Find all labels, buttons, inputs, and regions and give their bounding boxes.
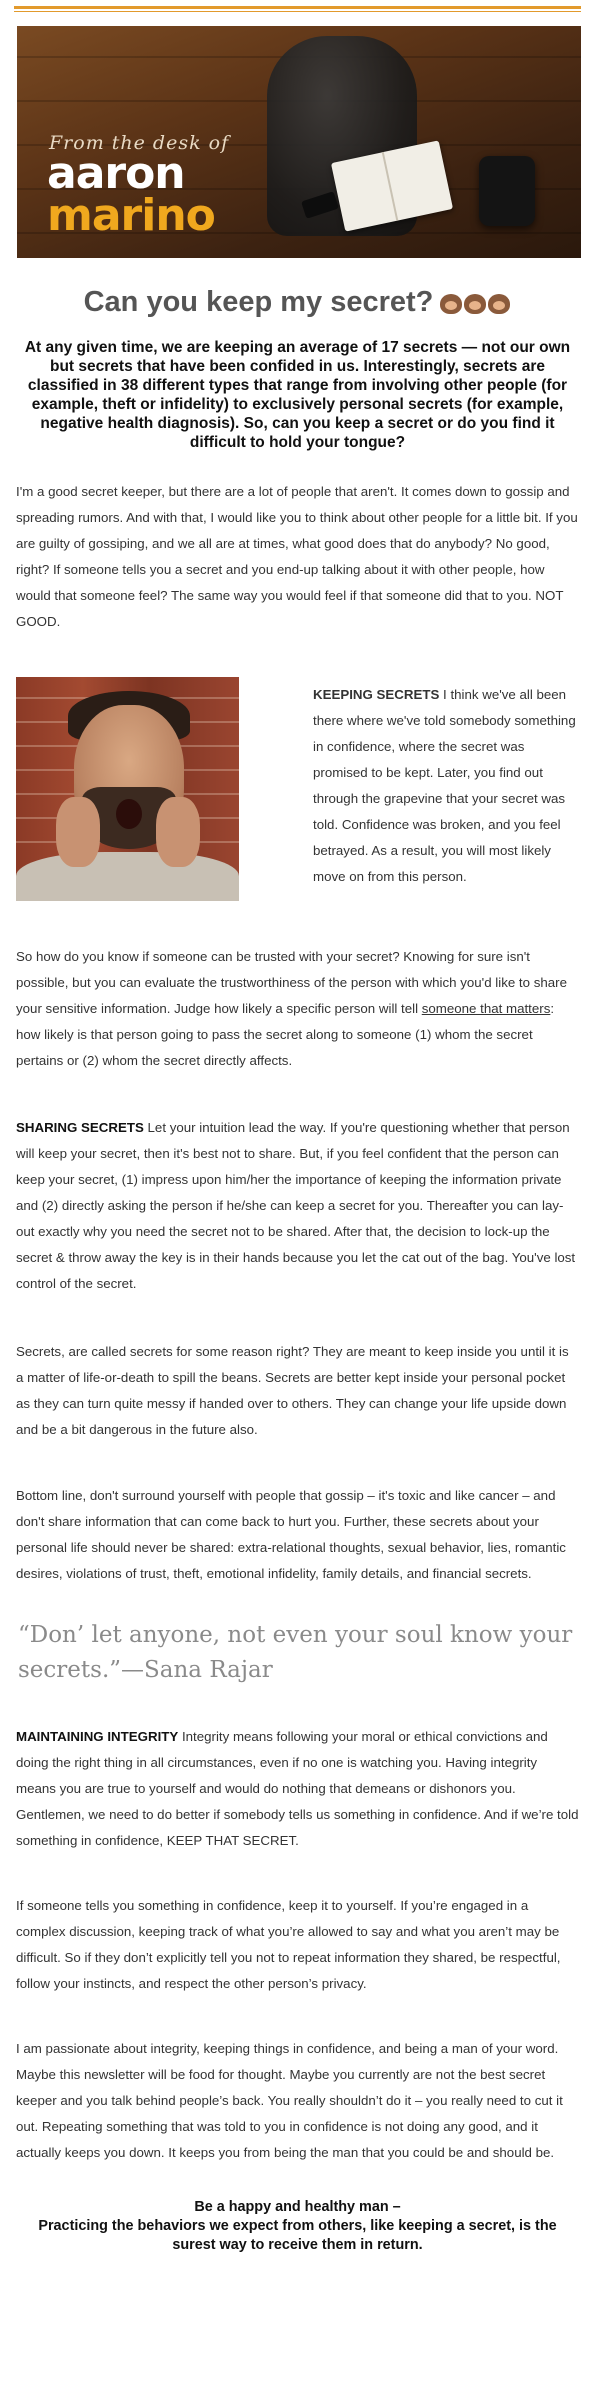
paragraph-intro: I'm a good secret keeper, but there are a lot of people that aren't. It comes down to gossip and spreading rumors. And with that, I would like you to think about other people for a little bit. If you are guilty of gossiping, and we all are at times, what good does that do anybody? No good, right? If someone tells you a secret and you end-up talking about it with other people, how would that someone feel? The same way you would feel if that someone did that to you. NOT GOOD.: [16, 483, 578, 629]
closing-line-2: Practicing the behaviors we expect from others, like keeping a secret, is the surest way to receive them in return.: [38, 2217, 557, 2253]
top-divider: [14, 6, 581, 9]
heading-sharing-secrets: SHARING SECRETS: [16, 1119, 144, 1135]
trust-text-before: So how do you know if someone can be trusted with your secret? Knowing for sure isn't possible, but you can evaluate the trustworthiness of the person with which you'd like to share your sensitive information. Judge how likely a specific person will tell: [16, 948, 567, 1016]
camera-image: [479, 156, 535, 226]
closing-message: [16, 2198, 579, 2255]
heading-keeping-secrets: KEEPING SECRETS: [313, 686, 440, 702]
integrity-body: Integrity means following your moral or ethical convictions and doing the right thing in all circumstances, even if no one is watching you. Having integrity means you are true to yourself and would do nothing that demeans or dishonors you. Gentlemen, we need to do better if somebody tells us something in confidence. And if we’re told something in confidence, KEEP THAT SECRET.: [16, 1728, 579, 1848]
top-divider-thin: [14, 11, 581, 12]
paragraph-bottom-line: Bottom line, don't surround yourself with people that gossip – it's toxic and like cancer – and don't share information that can come back to hurt you. Further, these secrets about your personal life should never be shared: extra-relational thoughts, sexual behavior, lies, romantic desires, violations of trust, theft, emotional infidelity, family details, and financial secrets.: [16, 1487, 566, 1581]
someone-that-matters-link[interactable]: someone that matters: [421, 1000, 551, 1016]
paragraph-trust: [16, 944, 579, 1074]
paragraph-confidence: If someone tells you something in confidence, keep it to yourself. If you’re engaged in a complex discussion, keeping track of what you’re allowed to say and what you aren’t may be difficult. So if they don’t explicitly tell you not to repeat information they shared, be respectful, follow your instincts, and respect the other person’s privacy.: [16, 1897, 561, 1991]
sharing-secrets-body: Let your intuition lead the way. If you're questioning whether that person will keep your secret, then it's best not to share. But, if you feel confident that the person can keep your secret, (1) impress upon him/her the importance of keeping the information private and (2) directly asking the person if he/she can keep a secret for you. Thereafter you can lay-out exactly why you need the secret not to be shared. After that, the decision to lock-up the secret & throw away the key is in their hands because you let the cat out of the bag. You've lost control of the secret.: [16, 1119, 576, 1291]
header-name-last: marino: [47, 190, 215, 241]
see-no-evil-monkey-icon: [440, 294, 462, 314]
shocked-man-photo: [16, 677, 239, 901]
lead-paragraph: At any given time, we are keeping an average of 17 secrets — not our own but secrets that have been confided in us. Interestingly, secrets are classified in 38 different types that range from involving other people (for example, theft or infidelity) to exclusively personal secrets (for example, negative health diagnosis). So, can you keep a secret or do you find it difficult to hold your tongue?: [24, 338, 571, 451]
header-desk-text: From the desk of: [49, 132, 230, 154]
monkey-emojis: [439, 287, 511, 320]
keeping-secrets-section: [16, 677, 579, 901]
trust-text-after: : how likely is that person going to pass the secret along to someone (1) whom the secret pertains or (2) whom the secret directly affects.: [16, 1000, 555, 1068]
keeping-secrets-body: I think we've all been there where we've told somebody something in confidence, where the secret was promised to be kept. Later, you find out through the grapevine that your secret was told. Confidence was broken, and you feel betrayed. As a result, you will most likely move on from this person.: [313, 686, 576, 884]
paragraph-keeping-secrets: [239, 682, 579, 901]
pull-quote: “Don’ let anyone, not even your soul know your secrets.”—Sana Rajar: [18, 1621, 573, 1683]
paragraph-secrets-meaning: Secrets, are called secrets for some reason right? They are meant to keep inside you until it is a matter of life-or-death to spill the beans. Secrets are better kept inside your personal pocket as they can turn quite messy if handed over to others. They can change your life upside down and be a bit dangerous in the future also.: [16, 1343, 569, 1437]
hear-no-evil-monkey-icon: [464, 294, 486, 314]
header-name-first: aaron: [47, 148, 185, 199]
page-title-text: Can you keep my secret?: [83, 286, 434, 318]
page-title: [0, 286, 595, 320]
closing-line-1: Be a happy and healthy man –: [194, 2198, 401, 2215]
header-banner: [17, 26, 581, 258]
speak-no-evil-monkey-icon: [488, 294, 510, 314]
heading-maintaining-integrity: MAINTAINING INTEGRITY: [16, 1728, 179, 1744]
paragraph-passion: I am passionate about integrity, keeping things in confidence, and being a man of your word. Maybe this newsletter will be food for thought. Maybe you currently are not the best secret keeper and you talk behind people’s back. You really shouldn’t do it – you really need to cut it out. Repeating something that was told to you in confidence is not doing any good, and it actually keeps you down. It keeps you from being the man that you could be and should be.: [16, 2040, 563, 2160]
paragraph-integrity: [16, 1724, 579, 1854]
paragraph-sharing-secrets: [16, 1115, 579, 1297]
